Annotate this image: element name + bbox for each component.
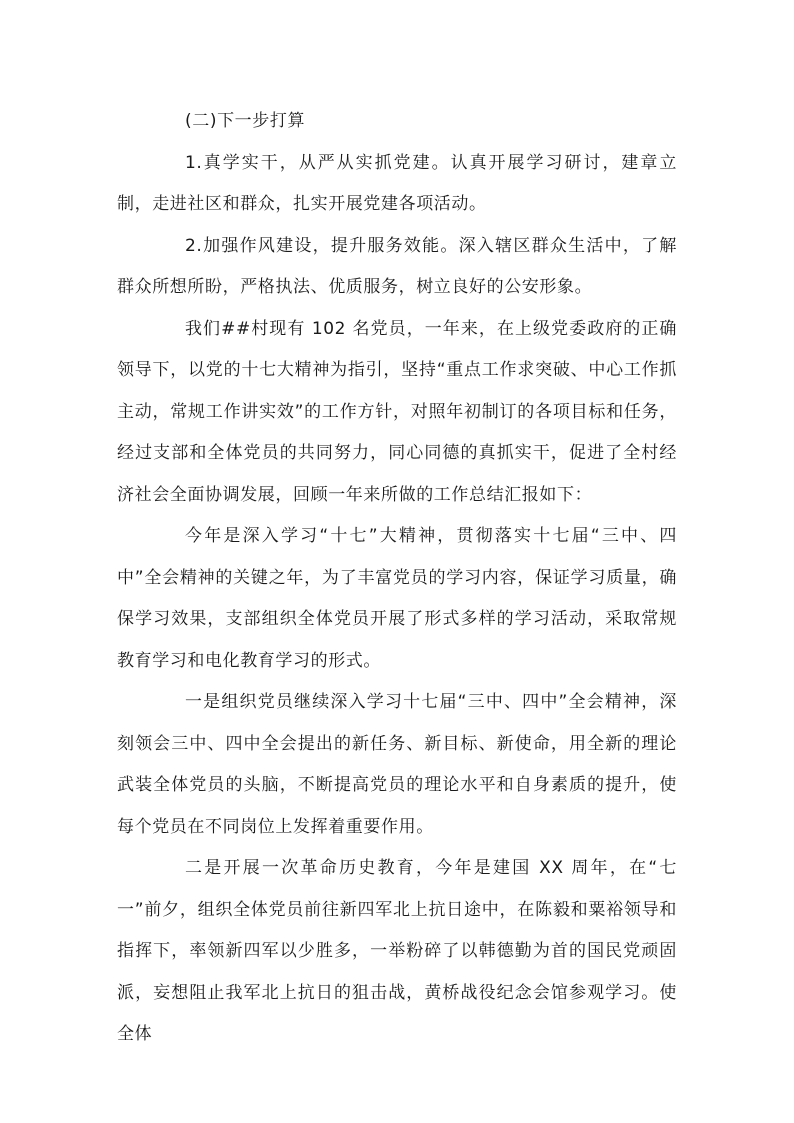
paragraph-plan-2: 2.加强作风建设，提升服务效能。深入辖区群众生活中，了解群众所想所盼，严格执法、优质服务，树立良好的公安形象。 (117, 235, 677, 297)
document-body (117, 101, 677, 1056)
paragraph-plan-1: 1.真学实干，从严从实抓党建。认真开展学习研讨，建章立制，走进社区和群众，扎实开展党建各项活动。 (117, 152, 677, 214)
paragraph-study-year: 今年是深入学习“十七”大精神，贯彻落实十七届“三中、四中”全会精神的关键之年，为了丰富党员的学习内容，保证学习质量，确保学习效果，支部组织全体党员开展了形式多样的学习活动，采取常规教育学习和电化教育学习的形式。 (117, 526, 677, 671)
paragraph-history-education: 二是开展一次革命历史教育，今年是建国 XX 周年，在“七一”前夕，组织全体党员前往新四军北上抗日途中，在陈毅和粟裕领导和指挥下，率领新四军以少胜多，一举粉碎了以韩德勤为首的国民党顽固派，妄想阻止我军北上抗日的狙击战，黄桥战役纪念会馆参观学习。使全体 (117, 858, 677, 1044)
paragraph-village-summary: 我们##村现有 102 名党员，一年来，在上级党委政府的正确领导下，以党的十七大精神为指引，坚持“重点工作求突破、中心工作抓主动，常规工作讲实效”的工作方针，对照年初制订的各项目标和任务，经过支部和全体党员的共同努力，同心同德的真抓实干，促进了全村经济社会全面协调发展，回顾一年来所做的工作总结汇报如下： (117, 318, 677, 505)
paragraph-study-session: 一是组织党员继续深入学习十七届“三中、四中”全会精神，深刻领会三中、四中全会提出的新任务、新目标、新使命，用全新的理论武装全体党员的头脑，不断提高党员的理论水平和自身素质的提升，使每个党员在不同岗位上发挥着重要作用。 (117, 692, 677, 837)
section-heading: (二)下一步打算 (185, 111, 306, 131)
